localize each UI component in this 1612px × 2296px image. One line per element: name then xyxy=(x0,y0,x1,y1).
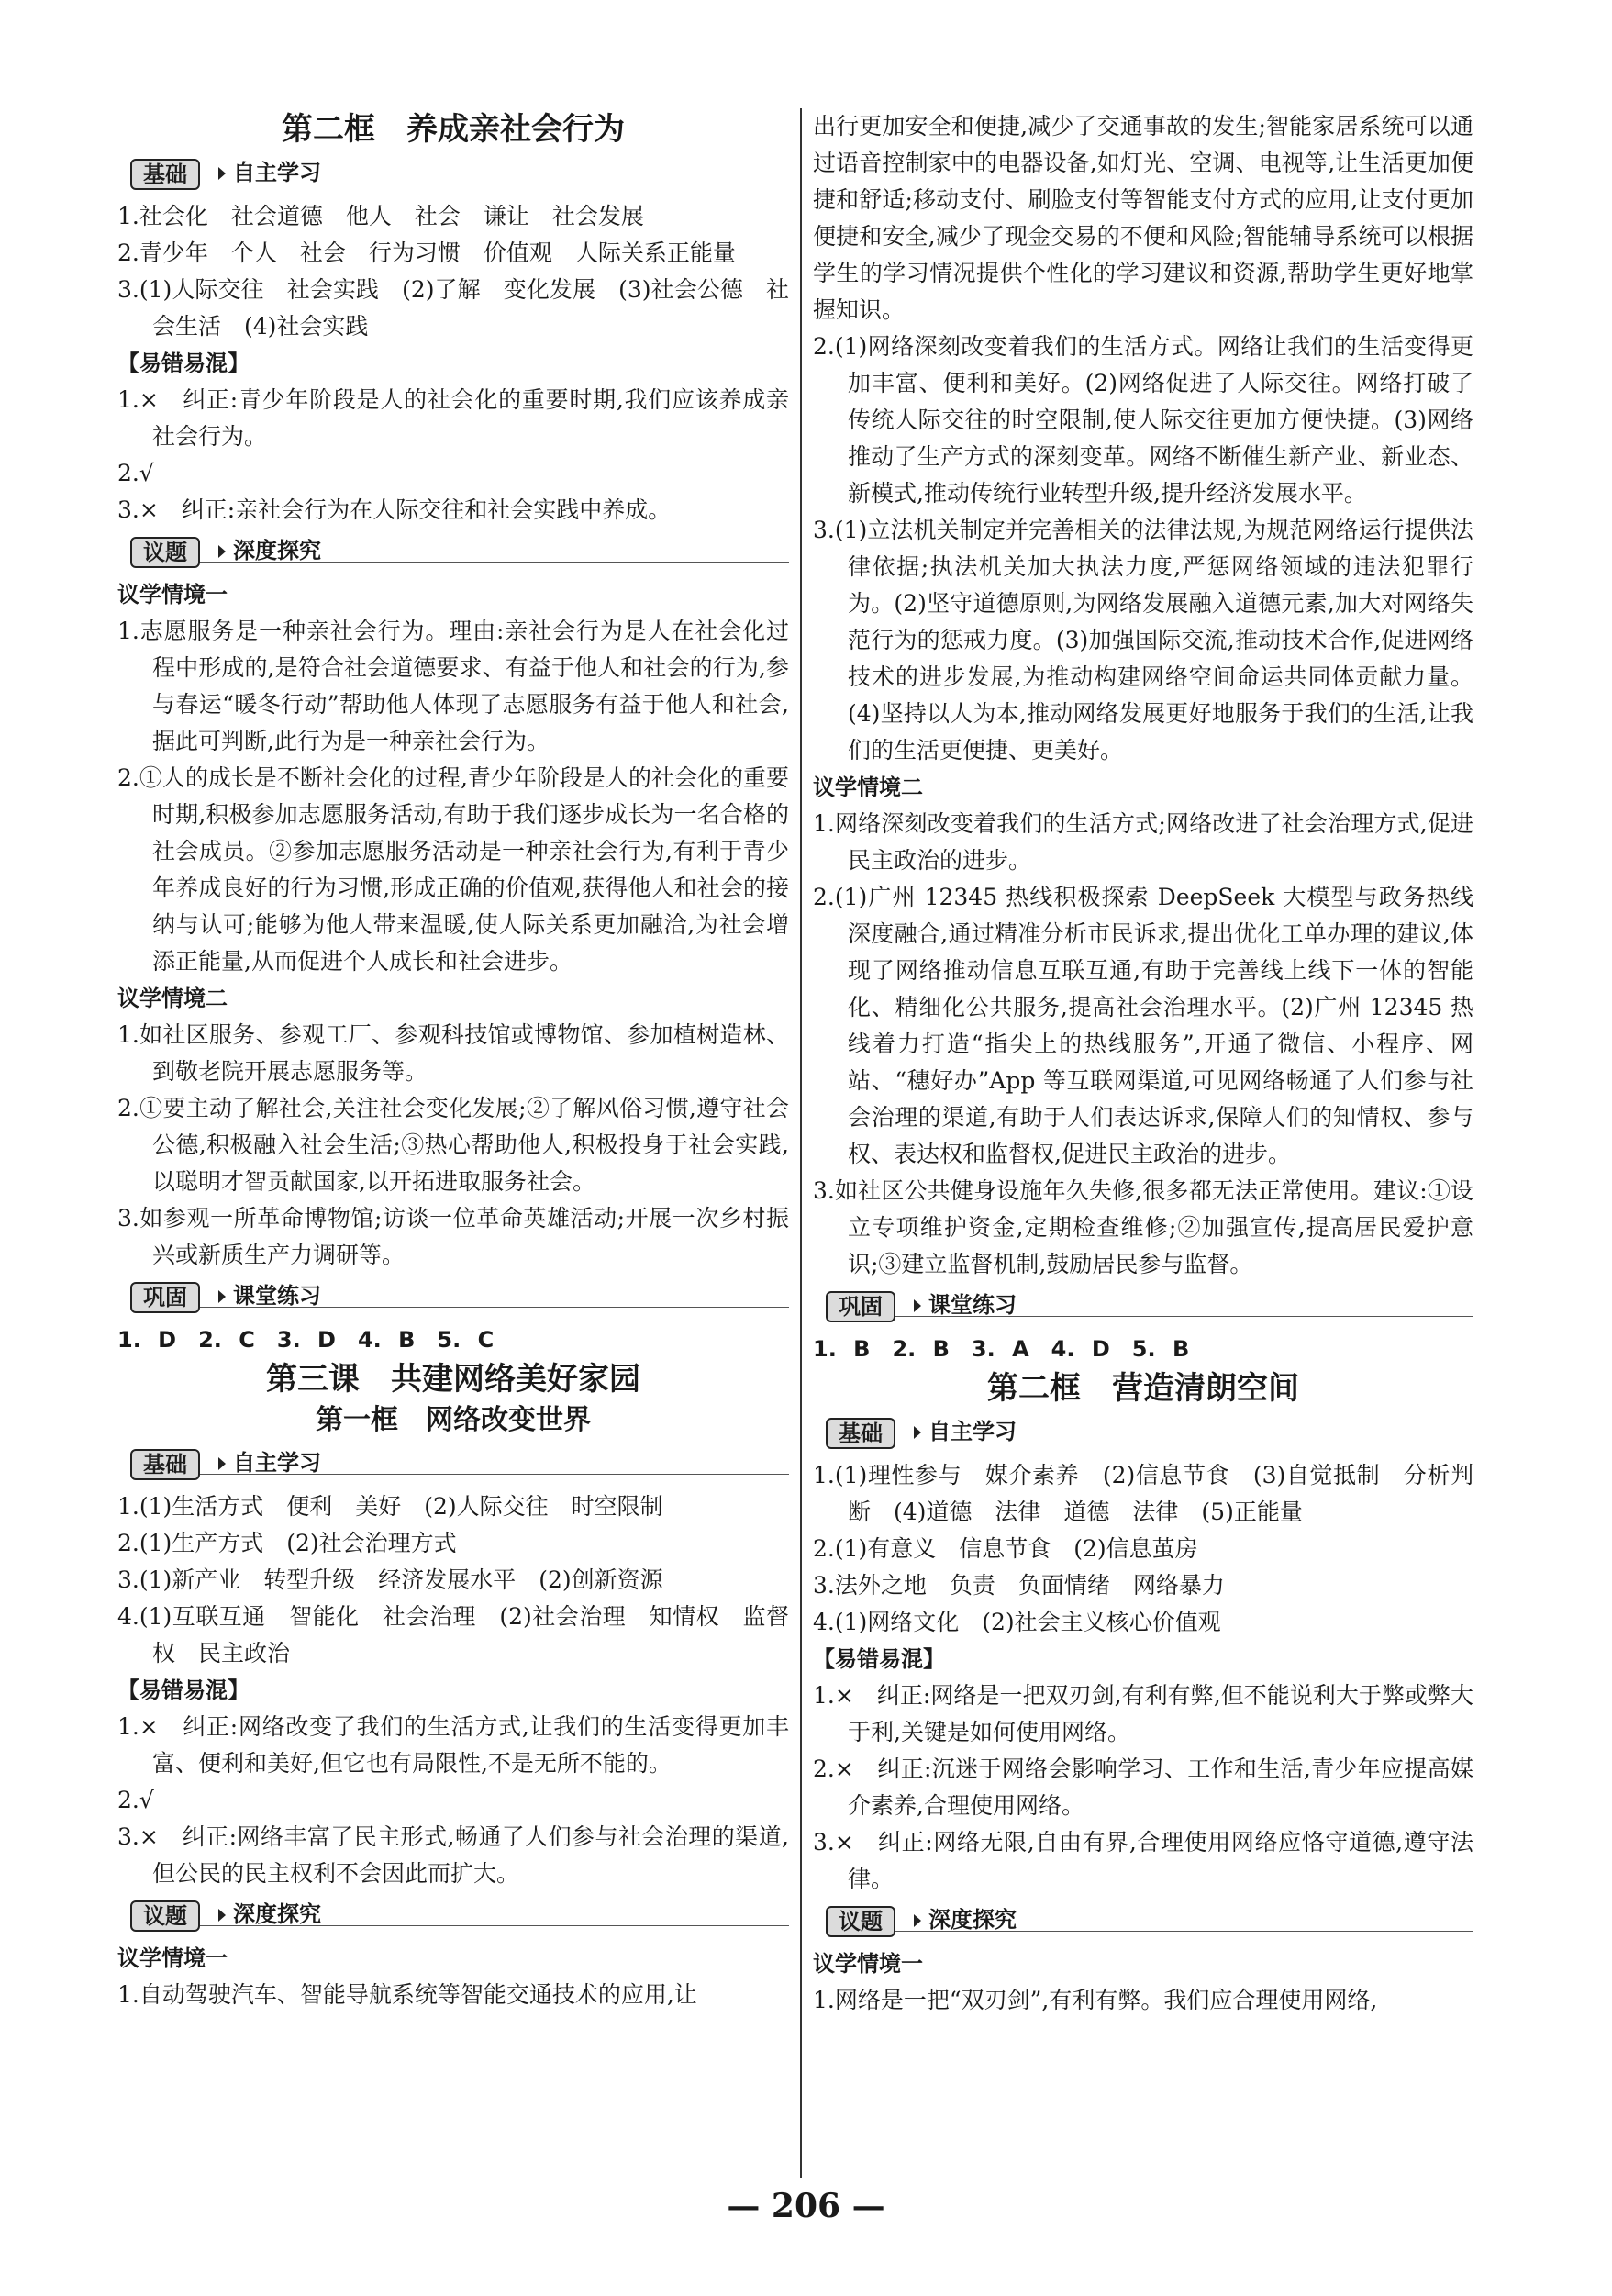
mistakes-title: 【易错易混】 xyxy=(813,1646,945,1672)
list-item: 1.× 纠正:网络是一把双刃剑,有利有弊,但不能说利大于弊或弊大于利,关键是如何使用网络。 xyxy=(813,1682,1473,1745)
list-item: 3.如社区公共健身设施年久失修,很多都无法正常使用。建议:①设立专项维护资金,定期检查维修;②加强宣传,提高居民爱护意识;③建立监督机制,鼓励居民参与监督。 xyxy=(813,1177,1473,1277)
section-name: 自主学习 xyxy=(233,1450,321,1476)
list-item: 3.(1)立法机关制定并完善相关的法律法规,为规范网络运行提供法律依据;执法机关加大执法力度,严惩网络领域的违法犯罪行为。(2)坚守道德原则,为网络发展融入道德元素,加大对网络失范行为的惩戒力度。(3)加强国际交流,推动技术合作,促进网络技术的进步发展,为推动构建网络空间命运共同体贡献力量。(4)坚持以人为本,推动网络发展更好地服务于我们的生活,让我们的生活更便捷、更美好。 xyxy=(813,517,1473,763)
section-badge: 基础 xyxy=(130,1449,200,1480)
section-name: 深度探究 xyxy=(233,538,321,563)
section-name: 课堂练习 xyxy=(928,1292,1017,1318)
section-header-explore xyxy=(813,1903,1473,1940)
list-item: 3.(1)人际交往 社会实践 (2)了解 变化发展 (3)社会公德 社会生活 (4)社会实践 xyxy=(117,276,789,340)
section-badge: 基础 xyxy=(826,1418,895,1449)
list-item: 3.(1)新产业 转型升级 经济发展水平 (2)创新资源 xyxy=(117,1566,663,1593)
list-item: 1.× 纠正:青少年阶段是人的社会化的重要时期,我们应该养成亲社会行为。 xyxy=(117,386,789,450)
list-item: 2.①人的成长是不断社会化的过程,青少年阶段是人的社会化的重要时期,积极参加志愿服务活动,有助于我们逐步成长为一名合格的社会成员。②参加志愿服务活动是一种亲社会行为,有利于青少年养成良好的行为习惯,形成正确的价值观,获得他人和社会的接纳与认可;能够为他人带来温暖,使人际关系更加融洽,为社会增添正能量,从而促进个人成长和社会进步。 xyxy=(117,764,789,975)
mistakes-title: 【易错易混】 xyxy=(117,351,250,376)
section-badge: 议题 xyxy=(826,1906,895,1937)
continued-paragraph: 出行更加安全和便捷,减少了交通事故的发生;智能家居系统可以通过语音控制家中的电器设备,如灯光、空调、电视等,让生活更加便捷和舒适;移动支付、刷脸支付等智能支付方式的应用,让支付更加便捷和安全,减少了现金交易的不便和风险;智能辅导系统可以根据学生的学习情况提供个性化的学习建议和资源,帮助学生更好地掌握知识。 xyxy=(813,113,1473,323)
right-column xyxy=(813,108,1473,2019)
list-item: 2.(1)生产方式 (2)社会治理方式 xyxy=(117,1530,457,1556)
mistakes-title: 【易错易混】 xyxy=(117,1677,250,1703)
scenario-title: 议学情境一 xyxy=(117,582,228,607)
list-item: 1.× 纠正:网络改变了我们的生活方式,让我们的生活变得更加丰富、便利和美好,但它也有局限性,不是无所不能的。 xyxy=(117,1713,789,1777)
section-badge: 议题 xyxy=(130,537,200,568)
left-column xyxy=(117,108,789,2013)
column-divider xyxy=(800,108,802,2178)
list-item: 3.× 纠正:亲社会行为在人际交往和社会实践中养成。 xyxy=(117,496,672,523)
section-name: 课堂练习 xyxy=(233,1283,321,1309)
section-header-explore xyxy=(117,534,789,571)
list-item: 2.√ xyxy=(117,460,154,486)
section-name: 深度探究 xyxy=(928,1907,1017,1933)
section-badge: 基础 xyxy=(130,159,200,190)
section-badge: 议题 xyxy=(130,1900,200,1932)
list-item: 1.自动驾驶汽车、智能导航系统等智能交通技术的应用,让 xyxy=(117,1981,697,2008)
list-item: 2.①要主动了解社会,关注社会变化发展;②了解风俗习惯,遵守社会公德,积极融入社会生活;③热心帮助他人,积极投身于社会实践,以聪明才智贡献国家,以开拓进取服务社会。 xyxy=(117,1095,789,1195)
section-name: 深度探究 xyxy=(233,1901,321,1927)
list-item: 2.(1)广州 12345 热线积极探索 DeepSeek 大模型与政务热线深度融合,通过精准分析市民诉求,提出优化工单办理的建议,体现了网络推动信息互联互通,有助于完善线上线下一体的智能化、精细化公共服务,提高社会治理水平。(2)广州 12345 热线着力打造“指尖上的热线服务”,开通了微信、小程序、网站、“穗好办”App 等互联网渠道,可见网络畅通了人们参与社会治理的渠道,有助于人们表达诉求,保障人们的知情权、参与权、表达权和监督权,促进民主政治的进步。 xyxy=(813,884,1473,1167)
list-item: 1.(1)生活方式 便利 美好 (2)人际交往 时空限制 xyxy=(117,1493,663,1520)
list-item: 1.(1)理性参与 媒介素养 (2)信息节食 (3)自觉抵制 分析判断 (4)道德 法律 道德 法律 (5)正能量 xyxy=(813,1462,1473,1525)
scenario-title: 议学情境一 xyxy=(117,1945,228,1971)
list-item: 2.(1)网络深刻改变着我们的生活方式。网络让我们的生活变得更加丰富、便利和美好。(2)网络促进了人际交往。网络打破了传统人际交往的时空限制,使人际交往更加方便快捷。(3)网络推动了生产方式的深刻变革。网络不断催生新产业、新业态、新模式,推动传统行业转型升级,提升经济发展水平。 xyxy=(813,333,1473,507)
scenario-title: 议学情境二 xyxy=(117,986,228,1011)
lesson-title: 第三课 共建网络美好家园 xyxy=(266,1361,640,1398)
scenario-title: 议学情境二 xyxy=(813,775,923,800)
list-item: 1.社会化 社会道德 他人 社会 谦让 社会发展 xyxy=(117,203,644,229)
practice-answers: 1. B 2. B 3. A 4. D 5. B xyxy=(813,1336,1190,1362)
list-item: 2.青少年 个人 社会 行为习惯 价值观 人际关系正能量 xyxy=(117,240,736,266)
list-item: 4.(1)互联互通 智能化 社会治理 (2)社会治理 知情权 监督权 民主政治 xyxy=(117,1603,789,1666)
frame-title: 第一框 网络改变世界 xyxy=(316,1404,591,1436)
page-number: — 206 — xyxy=(727,2187,885,2225)
frame-title: 第二框 养成亲社会行为 xyxy=(282,111,625,148)
section-name: 自主学习 xyxy=(233,160,321,185)
section-header-explore xyxy=(117,1898,789,1934)
section-header-basics xyxy=(813,1415,1473,1452)
list-item: 3.法外之地 负责 负面情绪 网络暴力 xyxy=(813,1572,1225,1599)
list-item: 1.网络深刻改变着我们的生活方式;网络改进了社会治理方式,促进民主政治的进步。 xyxy=(813,810,1473,874)
scenario-title: 议学情境一 xyxy=(813,1951,923,1977)
section-badge: 巩固 xyxy=(130,1282,200,1313)
section-header-practice xyxy=(813,1288,1473,1325)
list-item: 3.× 纠正:网络丰富了民主形式,畅通了人们参与社会治理的渠道,但公民的民主权利不会因此而扩大。 xyxy=(117,1823,789,1887)
section-badge: 巩固 xyxy=(826,1291,895,1322)
list-item: 2.√ xyxy=(117,1787,154,1813)
list-item: 4.(1)网络文化 (2)社会主义核心价值观 xyxy=(813,1609,1221,1635)
list-item: 2.(1)有意义 信息节食 (2)信息茧房 xyxy=(813,1535,1198,1562)
list-item: 1.志愿服务是一种亲社会行为。理由:亲社会行为是人在社会化过程中形成的,是符合社会道德要求、有益于他人和社会的行为,参与春运“暖冬行动”帮助他人体现了志愿服务有益于他人和社会,据此可判断,此行为是一种亲社会行为。 xyxy=(117,618,789,754)
section-header-basics xyxy=(117,156,789,193)
practice-answers: 1. D 2. C 3. D 4. B 5. C xyxy=(117,1327,495,1353)
section-header-practice xyxy=(117,1279,789,1316)
list-item: 3.如参观一所革命博物馆;访谈一位革命英雄活动;开展一次乡村振兴或新质生产力调研等。 xyxy=(117,1205,789,1268)
section-header-basics xyxy=(117,1446,789,1483)
frame-title: 第二框 营造清朗空间 xyxy=(987,1370,1299,1407)
section-name: 自主学习 xyxy=(928,1419,1017,1444)
list-item: 3.× 纠正:网络无限,自由有界,合理使用网络应恪守道德,遵守法律。 xyxy=(813,1829,1473,1892)
list-item: 1.网络是一把“双刃剑”,有利有弊。我们应合理使用网络, xyxy=(813,1987,1378,2013)
list-item: 1.如社区服务、参观工厂、参观科技馆或博物馆、参加植树造林、到敬老院开展志愿服务等。 xyxy=(117,1021,789,1085)
list-item: 2.× 纠正:沉迷于网络会影响学习、工作和生活,青少年应提高媒介素养,合理使用网络。 xyxy=(813,1755,1473,1819)
